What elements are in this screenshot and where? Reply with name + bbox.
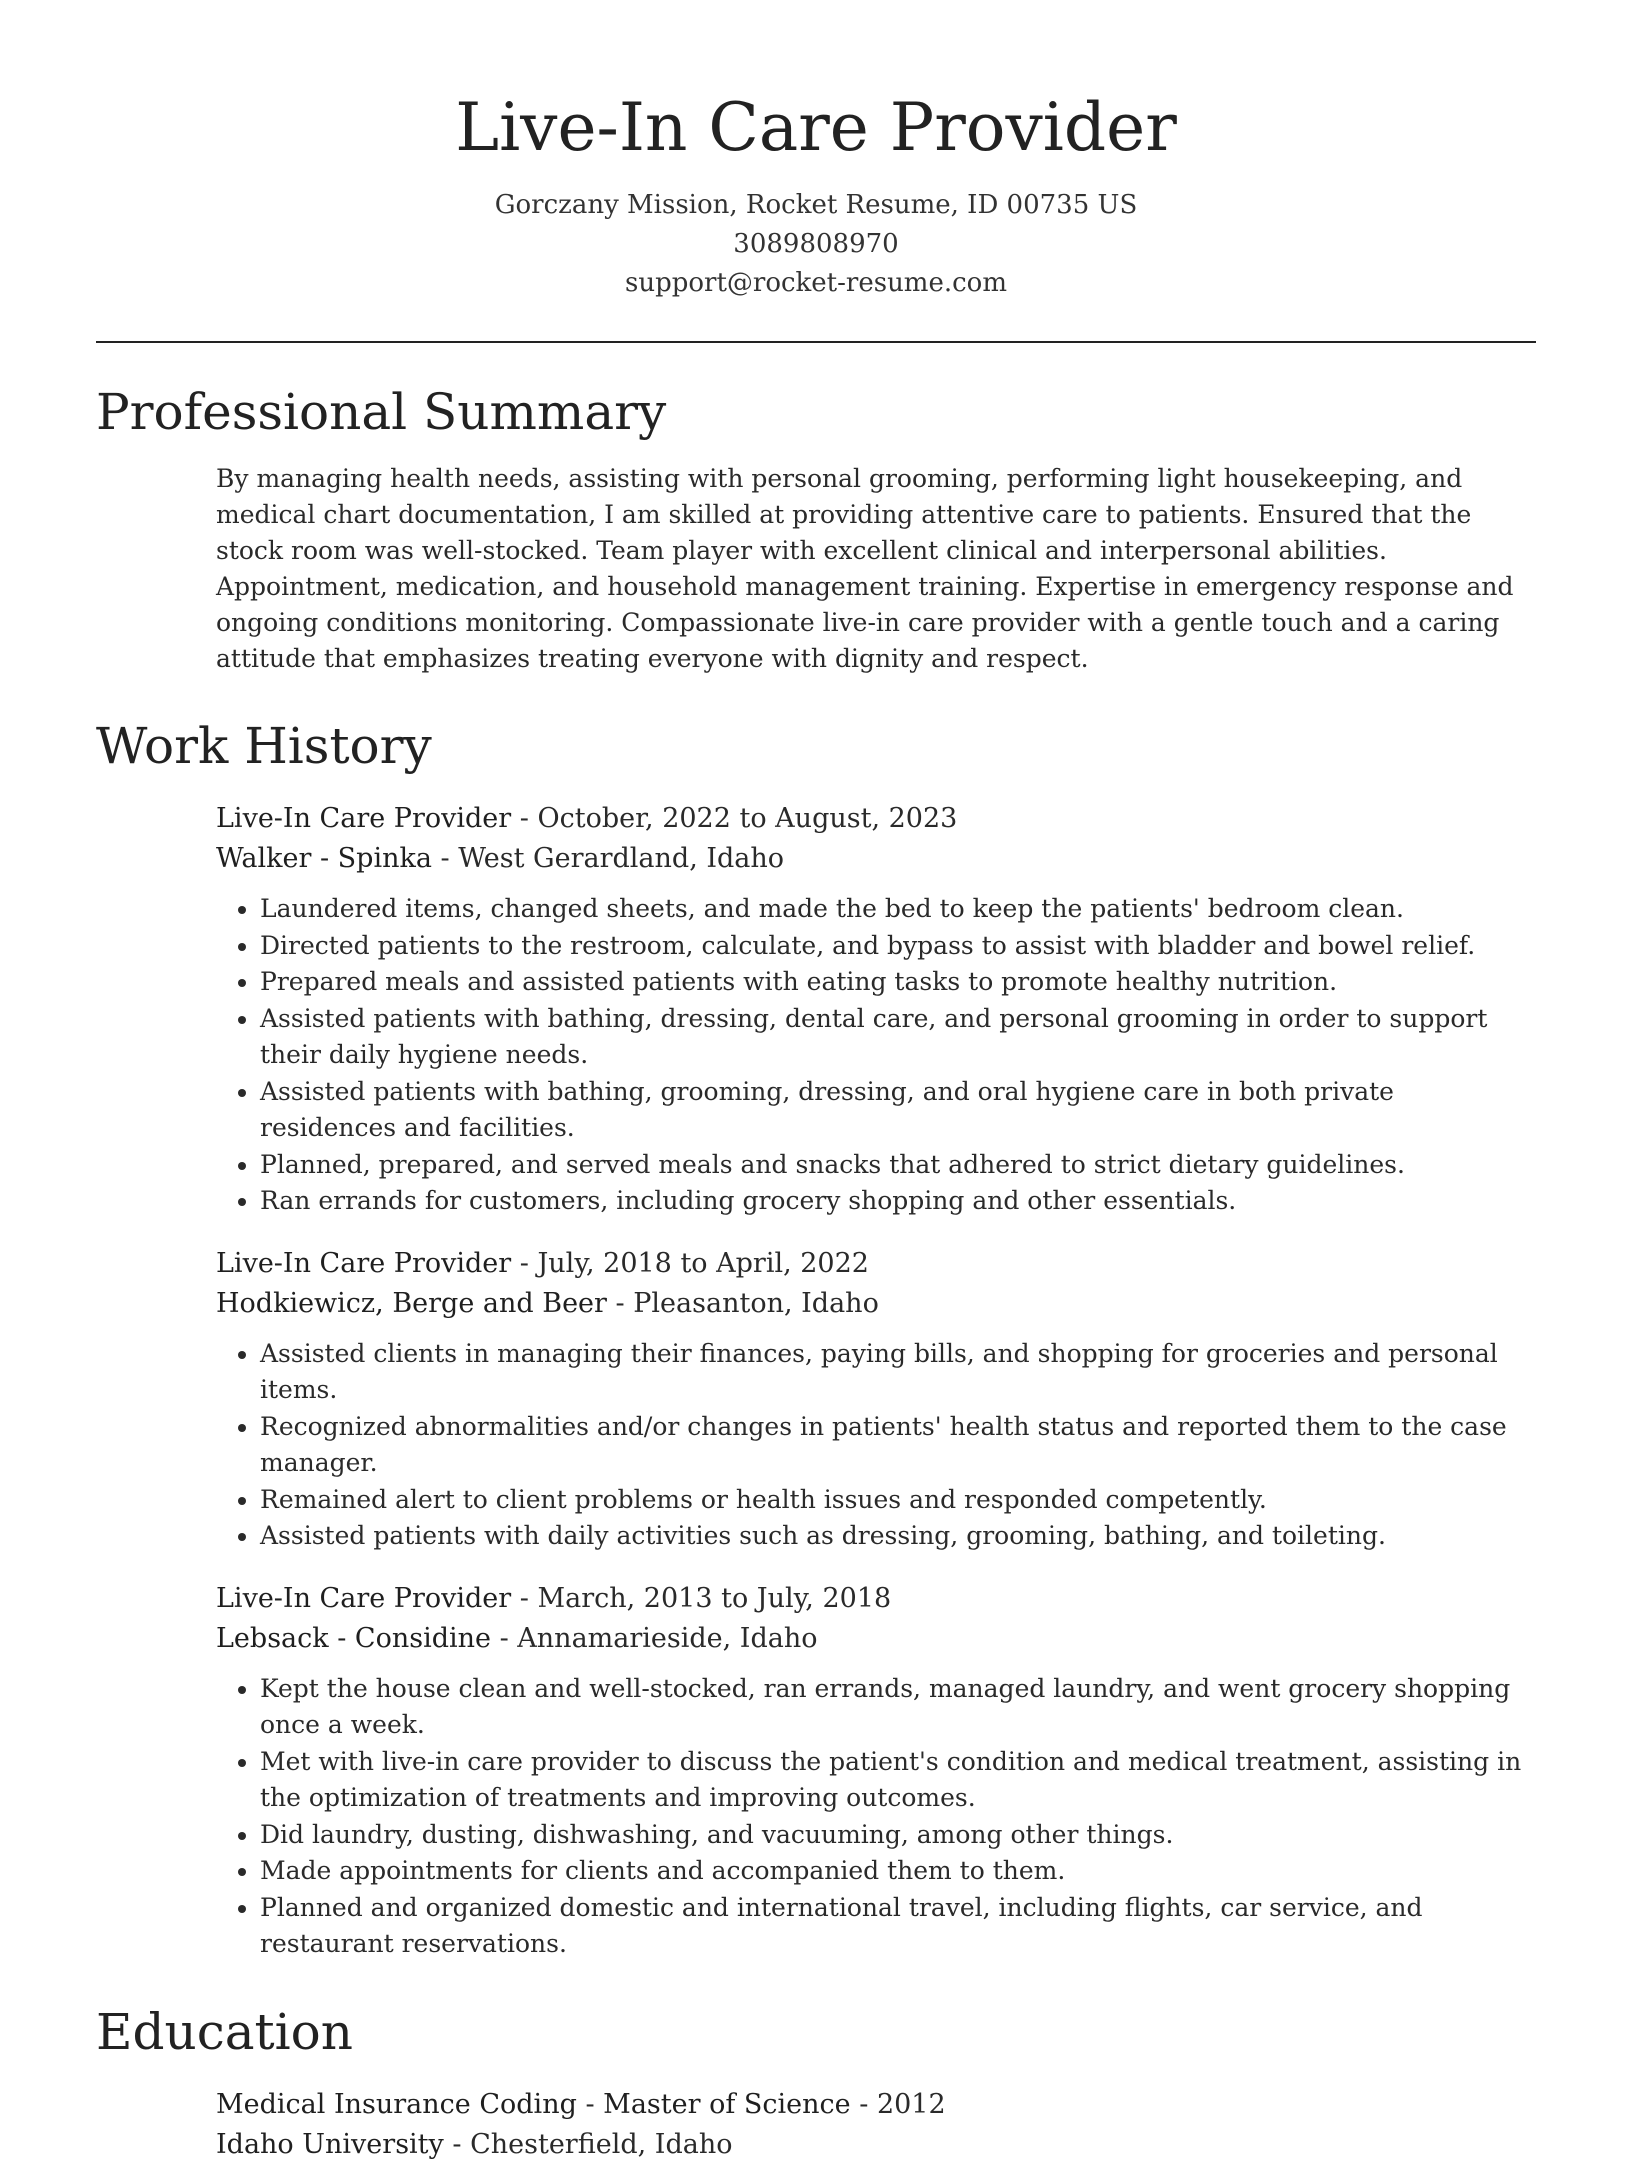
job-company: Hodkiewicz, Berge and Beer bbox=[216, 1287, 607, 1319]
job-location: West Gerardland, Idaho bbox=[458, 843, 785, 874]
job-bullet: • Recognized abnormalities and/or changes in patients' health status and reported them to the case manager. bbox=[260, 1409, 1536, 1482]
work-history-section bbox=[96, 715, 1536, 1963]
job-entry bbox=[216, 1579, 1536, 1963]
education-section bbox=[96, 2001, 1536, 2165]
job-bullet-list bbox=[216, 891, 1536, 1220]
education-school-line: Idaho University - Chesterfield, Idaho bbox=[216, 2128, 733, 2160]
job-entry bbox=[216, 799, 1536, 1220]
job-bullet: • Did laundry, dusting, dishwashing, and vacuuming, among other things. bbox=[260, 1817, 1536, 1854]
section-title-summary: Professional Summary bbox=[96, 383, 667, 441]
resume-header bbox=[96, 0, 1536, 303]
job-bullet: • Ran errands for customers, including grocery shopping and other essentials. bbox=[260, 1183, 1536, 1220]
education-body bbox=[216, 2085, 1536, 2165]
education-degree-line: Medical Insurance Coding - Master of Science - 2012 bbox=[216, 2088, 946, 2120]
job-company: Lebsack - Considine bbox=[216, 1622, 491, 1654]
job-company: Walker - Spinka bbox=[216, 843, 432, 874]
summary-body bbox=[216, 461, 1536, 677]
education-location: Chesterfield, Idaho bbox=[470, 2128, 733, 2160]
job-role: Live-In Care Provider bbox=[216, 1247, 512, 1279]
education-year: 2012 bbox=[876, 2088, 946, 2120]
job-bullet: • Kept the house clean and well-stocked, ran errands, managed laundry, and went grocery shopping once a week. bbox=[260, 1671, 1536, 1744]
job-location: Pleasanton, Idaho bbox=[633, 1287, 879, 1319]
education-degree: Master of Science bbox=[603, 2088, 851, 2120]
job-location: Annamarieside, Idaho bbox=[517, 1622, 818, 1654]
job-role: Live-In Care Provider bbox=[216, 803, 512, 834]
work-body bbox=[216, 799, 1536, 1963]
job-company-line: Walker - Spinka - West Gerardland, Idaho bbox=[216, 843, 785, 874]
section-title-work: Work History bbox=[96, 717, 432, 775]
job-bullet: • Assisted patients with bathing, grooming, dressing, and oral hygiene care in both private residences and facilities. bbox=[260, 1074, 1536, 1147]
summary-text: By managing health needs, assisting with personal grooming, performing light housekeeping, and medical chart documentation, I am skilled at providing attentive care to patients. Ensured that the stock room was well-stocked. Team player with excellent clinical and interpersonal abilities. Appointment, medication, and household management training. Expertise in emergency response and ongoing conditions monitoring. Compassionate live-in care provider with a gentle touch and a caring attitude that emphasizes treating everyone with dignity and respect. bbox=[216, 464, 1514, 673]
job-role: Live-In Care Provider bbox=[216, 1582, 512, 1614]
job-bullet: • Assisted clients in managing their finances, paying bills, and shopping for groceries and personal items. bbox=[260, 1336, 1536, 1409]
job-title-line: Live-In Care Provider - March, 2013 to July, 2018 bbox=[216, 1582, 892, 1614]
education-field: Medical Insurance Coding bbox=[216, 2088, 577, 2120]
header-divider bbox=[96, 341, 1536, 343]
section-title-education: Education bbox=[96, 2002, 353, 2061]
education-entry bbox=[216, 2085, 1536, 2165]
job-bullet: • Planned and organized domestic and international travel, including flights, car service, and restaurant reservations. bbox=[260, 1890, 1536, 1963]
candidate-name: Live-In Care Provider bbox=[455, 89, 1177, 166]
contact-info bbox=[96, 186, 1536, 303]
job-company-line: Lebsack - Considine - Annamarieside, Idaho bbox=[216, 1622, 818, 1654]
job-dates: March, 2013 to July, 2018 bbox=[537, 1582, 892, 1614]
job-dates: July, 2018 to April, 2022 bbox=[537, 1247, 869, 1279]
job-bullet: • Remained alert to client problems or health issues and responded competently. bbox=[260, 1482, 1536, 1519]
education-school: Idaho University bbox=[216, 2128, 444, 2160]
job-title-line: Live-In Care Provider - October, 2022 to August, 2023 bbox=[216, 803, 958, 834]
job-title-line: Live-In Care Provider - July, 2018 to April, 2022 bbox=[216, 1247, 869, 1279]
job-bullet: • Prepared meals and assisted patients with eating tasks to promote healthy nutrition. bbox=[260, 964, 1536, 1001]
job-bullet: • Met with live-in care provider to discuss the patient's condition and medical treatment, assisting in the optimization of treatments and improving outcomes. bbox=[260, 1744, 1536, 1817]
job-bullet: • Made appointments for clients and accompanied them to them. bbox=[260, 1853, 1536, 1890]
job-bullet: • Directed patients to the restroom, calculate, and bypass to assist with bladder and bowel relief. bbox=[260, 928, 1536, 965]
job-dates: October, 2022 to August, 2023 bbox=[537, 803, 958, 834]
professional-summary-section bbox=[96, 381, 1536, 677]
job-bullet-list bbox=[216, 1671, 1536, 1963]
job-company-line: Hodkiewicz, Berge and Beer - Pleasanton, Idaho bbox=[216, 1287, 879, 1319]
phone-text: 3089808970 bbox=[733, 229, 899, 259]
job-bullet: • Planned, prepared, and served meals and snacks that adhered to strict dietary guidelines. bbox=[260, 1147, 1536, 1184]
job-bullet: • Assisted patients with daily activities such as dressing, grooming, bathing, and toileting. bbox=[260, 1518, 1536, 1555]
email-text: support@rocket-resume.com bbox=[624, 268, 1007, 298]
job-bullet-list bbox=[216, 1336, 1536, 1555]
job-bullet: • Assisted patients with bathing, dressing, dental care, and personal grooming in order to support their daily hygiene needs. bbox=[260, 1001, 1536, 1074]
address-text: Gorczany Mission, Rocket Resume, ID 00735 US bbox=[494, 190, 1138, 220]
job-entry bbox=[216, 1244, 1536, 1555]
job-bullet: • Laundered items, changed sheets, and made the bed to keep the patients' bedroom clean. bbox=[260, 891, 1536, 928]
